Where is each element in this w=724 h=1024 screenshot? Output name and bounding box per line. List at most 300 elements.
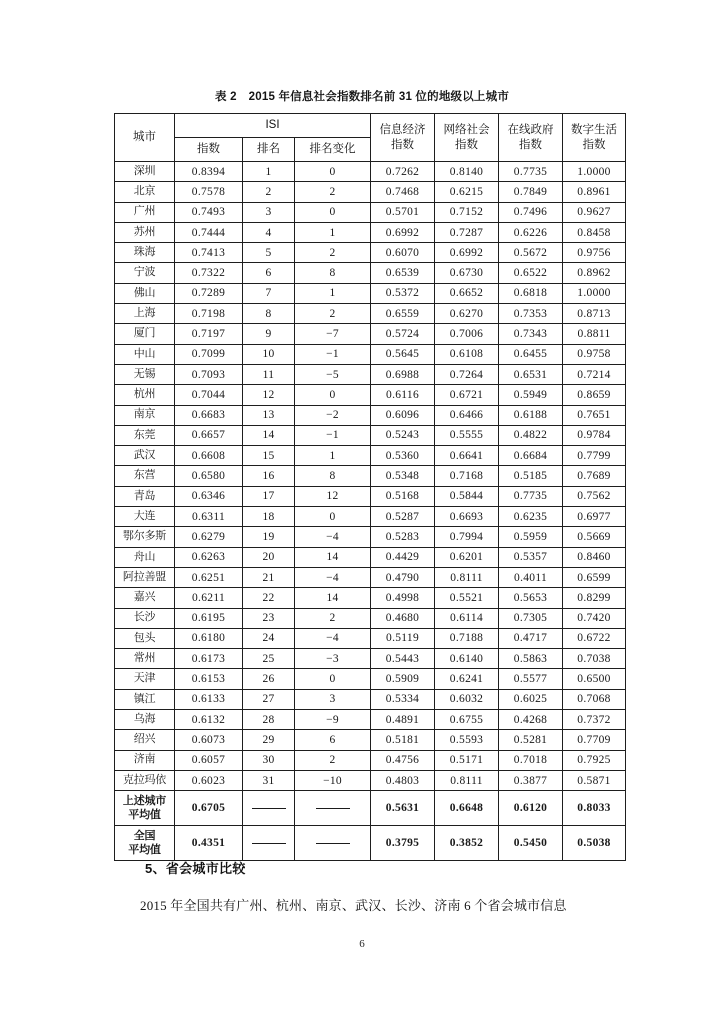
summary-label-line2: 平均值 [128,844,161,857]
cell-digital-life: 0.9758 [563,344,626,364]
cell-isi-rank-change: 2 [295,750,371,770]
table-caption-number: 表 2 [214,91,237,103]
table-row [115,527,626,547]
cell-online-government: 0.7018 [499,750,563,770]
cell-online-government: 0.6684 [499,446,563,466]
cell-city: 长沙 [115,608,175,628]
cell-isi-rank-change: 0 [295,507,371,527]
cell-isi-index: 0.7197 [175,324,243,344]
cell-isi-rank-change: −4 [295,567,371,587]
cell-online-government: 0.7496 [499,202,563,222]
cell-isi-rank-change: −10 [295,770,371,790]
cell-isi-rank: 22 [243,588,295,608]
cell-network-society: 0.6693 [435,507,499,527]
cell-isi-index: 0.8394 [175,162,243,182]
cell-network-society: 0.6755 [435,710,499,730]
column-header-digital-life [563,114,626,162]
cell-isi-index: 0.6153 [175,669,243,689]
cell-isi-index: 0.6608 [175,446,243,466]
cell-isi-index: 0.7493 [175,202,243,222]
cell-network-society: 0.6201 [435,547,499,567]
page-number: 6 [359,938,365,950]
cell-city: 克拉玛依 [115,770,175,790]
cell-online-government: 0.3877 [499,770,563,790]
cell-isi-index: 0.6073 [175,730,243,750]
cell-online-government: 0.5672 [499,243,563,263]
cell-isi-rank-change: 2 [295,182,371,202]
cell-online-government: 0.5185 [499,466,563,486]
cell-summary-digital-life: 0.8033 [563,791,626,826]
cell-digital-life: 0.7038 [563,649,626,669]
summary-label-line1: 上述城市 [122,794,167,807]
table-row [115,324,626,344]
cell-online-government: 0.6226 [499,222,563,242]
cell-network-society: 0.6241 [435,669,499,689]
cell-city: 鄂尔多斯 [115,527,175,547]
cell-info-economy: 0.5360 [371,446,435,466]
cell-isi-rank-change: 8 [295,466,371,486]
cell-city: 阿拉善盟 [115,567,175,587]
cell-network-society: 0.6270 [435,304,499,324]
cell-isi-index: 0.6263 [175,547,243,567]
table-row [115,608,626,628]
cell-online-government: 0.4268 [499,710,563,730]
cell-digital-life: 0.7068 [563,689,626,709]
cell-info-economy: 0.4998 [371,588,435,608]
cell-info-economy: 0.5283 [371,527,435,547]
cell-isi-rank-change: −3 [295,649,371,669]
column-header-online-government [499,114,563,162]
column-header-online-government-line1: 在线政府 [507,124,554,137]
cell-isi-rank: 3 [243,202,295,222]
table-row [115,730,626,750]
cell-network-society: 0.6992 [435,243,499,263]
cell-isi-index: 0.6251 [175,567,243,587]
table-body [115,162,626,861]
table-row [115,486,626,506]
cell-info-economy: 0.6070 [371,243,435,263]
cell-isi-rank-change: 0 [295,162,371,182]
cell-network-society: 0.6466 [435,405,499,425]
cell-network-society: 0.7006 [435,324,499,344]
cell-digital-life: 0.8962 [563,263,626,283]
cell-isi-index: 0.6173 [175,649,243,669]
cell-digital-life: 0.9627 [563,202,626,222]
cell-online-government: 0.6235 [499,507,563,527]
cell-isi-rank: 10 [243,344,295,364]
cell-isi-rank: 17 [243,486,295,506]
cell-info-economy: 0.6116 [371,385,435,405]
cell-isi-rank: 14 [243,425,295,445]
section-heading: 5、省会城市比较 [145,861,246,876]
cell-isi-rank-change: 8 [295,263,371,283]
cell-summary-network-society: 0.3852 [435,826,499,861]
cell-info-economy: 0.5181 [371,730,435,750]
cell-network-society: 0.8111 [435,567,499,587]
cell-digital-life: 0.8299 [563,588,626,608]
cell-city: 乌海 [115,710,175,730]
cell-info-economy: 0.5287 [371,507,435,527]
cell-network-society: 0.7168 [435,466,499,486]
cell-isi-rank: 16 [243,466,295,486]
cell-digital-life: 0.8458 [563,222,626,242]
cell-isi-index: 0.6311 [175,507,243,527]
cell-network-society: 0.7188 [435,628,499,648]
cell-isi-rank-change: 1 [295,283,371,303]
cell-online-government: 0.5577 [499,669,563,689]
cell-isi-rank-change: −1 [295,344,371,364]
cell-info-economy: 0.5168 [371,486,435,506]
cell-digital-life: 0.6722 [563,628,626,648]
cell-city: 东莞 [115,425,175,445]
cell-online-government: 0.5281 [499,730,563,750]
cell-city: 天津 [115,669,175,689]
cell-isi-rank: 19 [243,527,295,547]
table-row [115,425,626,445]
cell-isi-index: 0.6132 [175,710,243,730]
column-header-info-economy-line1: 信息经济 [379,124,426,137]
table-row [115,202,626,222]
cell-isi-rank: 26 [243,669,295,689]
cell-info-economy: 0.5348 [371,466,435,486]
cell-isi-rank-change: 14 [295,588,371,608]
cell-online-government: 0.5863 [499,649,563,669]
cell-info-economy: 0.5334 [371,689,435,709]
table-row [115,466,626,486]
cell-isi-rank-change: −2 [295,405,371,425]
table-row [115,628,626,648]
cell-isi-index: 0.7093 [175,364,243,384]
cell-network-society: 0.7264 [435,364,499,384]
cell-digital-life: 0.5669 [563,527,626,547]
cell-digital-life: 0.6500 [563,669,626,689]
cell-info-economy: 0.5443 [371,649,435,669]
cell-city: 包头 [115,628,175,648]
cell-digital-life: 0.8460 [563,547,626,567]
cell-summary-label [115,826,175,861]
column-header-network-society-line2: 指数 [455,138,479,151]
cell-network-society: 0.7152 [435,202,499,222]
cell-digital-life: 0.7651 [563,405,626,425]
cell-info-economy: 0.6559 [371,304,435,324]
cell-network-society: 0.5171 [435,750,499,770]
cell-digital-life: 0.8713 [563,304,626,324]
cell-isi-rank-change: 12 [295,486,371,506]
cell-isi-index: 0.7044 [175,385,243,405]
cell-summary-isi-rank-change-placeholder [295,826,371,861]
cell-isi-rank: 23 [243,608,295,628]
cell-isi-index: 0.7322 [175,263,243,283]
column-header-digital-life-line2: 指数 [582,138,606,151]
table-summary-row [115,791,626,826]
cell-network-society: 0.7287 [435,222,499,242]
cell-city: 宁波 [115,263,175,283]
cell-online-government: 0.5357 [499,547,563,567]
cell-isi-index: 0.7099 [175,344,243,364]
cell-isi-rank: 2 [243,182,295,202]
cell-city: 北京 [115,182,175,202]
cell-network-society: 0.6652 [435,283,499,303]
cell-isi-index: 0.6346 [175,486,243,506]
cell-city: 珠海 [115,243,175,263]
cell-summary-digital-life: 0.5038 [563,826,626,861]
cell-summary-online-government: 0.6120 [499,791,563,826]
cell-digital-life: 0.8811 [563,324,626,344]
table-row [115,649,626,669]
cell-info-economy: 0.6988 [371,364,435,384]
em-dash-placeholder-icon [252,808,286,809]
cell-city: 厦门 [115,324,175,344]
cell-isi-rank-change: 1 [295,446,371,466]
cell-isi-rank-change: 14 [295,547,371,567]
cell-info-economy: 0.7262 [371,162,435,182]
cell-city: 青岛 [115,486,175,506]
table-header-row-top [115,114,626,138]
cell-isi-rank-change: 1 [295,222,371,242]
cell-city: 嘉兴 [115,588,175,608]
cell-isi-rank: 11 [243,364,295,384]
cell-isi-rank-change: −5 [295,364,371,384]
cell-digital-life: 0.7925 [563,750,626,770]
table-row [115,182,626,202]
cell-digital-life: 0.5871 [563,770,626,790]
cell-info-economy: 0.4790 [371,567,435,587]
cell-info-economy: 0.4891 [371,710,435,730]
table-row [115,283,626,303]
cell-info-economy: 0.4756 [371,750,435,770]
table-row [115,405,626,425]
cell-info-economy: 0.4803 [371,770,435,790]
cell-isi-rank: 1 [243,162,295,182]
cell-info-economy: 0.5701 [371,202,435,222]
column-header-network-society [435,114,499,162]
cell-digital-life: 0.8961 [563,182,626,202]
cell-isi-rank: 6 [243,263,295,283]
cell-info-economy: 0.5645 [371,344,435,364]
cell-network-society: 0.6215 [435,182,499,202]
cell-isi-rank-change: 2 [295,243,371,263]
cell-isi-rank: 13 [243,405,295,425]
cell-online-government: 0.4011 [499,567,563,587]
cell-network-society: 0.6140 [435,649,499,669]
cell-digital-life: 0.7689 [563,466,626,486]
column-header-digital-life-line1: 数字生活 [571,124,618,137]
cell-summary-isi-rank-placeholder [243,791,295,826]
cell-digital-life: 0.7709 [563,730,626,750]
cell-isi-rank-change: 0 [295,385,371,405]
cell-isi-rank: 15 [243,446,295,466]
cell-isi-index: 0.7198 [175,304,243,324]
table-row [115,304,626,324]
cell-isi-rank-change: 2 [295,608,371,628]
cell-info-economy: 0.5909 [371,669,435,689]
table-header [115,114,626,162]
cell-isi-index: 0.6657 [175,425,243,445]
isi-ranking-table [114,113,626,861]
cell-isi-rank: 30 [243,750,295,770]
cell-isi-index: 0.6279 [175,527,243,547]
cell-network-society: 0.6108 [435,344,499,364]
cell-isi-rank: 28 [243,710,295,730]
table-row [115,770,626,790]
table-row [115,567,626,587]
cell-isi-rank-change: −4 [295,527,371,547]
em-dash-placeholder-icon [316,843,350,844]
cell-online-government: 0.5949 [499,385,563,405]
cell-isi-index: 0.7289 [175,283,243,303]
cell-digital-life: 0.7562 [563,486,626,506]
cell-city: 常州 [115,649,175,669]
cell-info-economy: 0.4429 [371,547,435,567]
section-paragraph: 2015 年全国共有广州、杭州、南京、武汉、长沙、济南 6 个省会城市信息 [140,898,567,913]
cell-isi-index: 0.7444 [175,222,243,242]
table-row [115,162,626,182]
cell-city: 大连 [115,507,175,527]
cell-city: 南京 [115,405,175,425]
table-row [115,669,626,689]
cell-city: 深圳 [115,162,175,182]
cell-digital-life: 0.7372 [563,710,626,730]
cell-digital-life: 0.7799 [563,446,626,466]
cell-isi-rank: 27 [243,689,295,709]
cell-network-society: 0.6032 [435,689,499,709]
cell-isi-rank-change: −1 [295,425,371,445]
cell-info-economy: 0.5243 [371,425,435,445]
column-header-info-economy-line2: 指数 [391,138,415,151]
cell-city: 佛山 [115,283,175,303]
cell-network-society: 0.6730 [435,263,499,283]
cell-city: 杭州 [115,385,175,405]
cell-city: 武汉 [115,446,175,466]
cell-isi-rank: 4 [243,222,295,242]
cell-online-government: 0.7343 [499,324,563,344]
cell-city: 绍兴 [115,730,175,750]
cell-network-society: 0.6721 [435,385,499,405]
cell-isi-rank-change: 2 [295,304,371,324]
cell-online-government: 0.6188 [499,405,563,425]
cell-isi-rank: 24 [243,628,295,648]
cell-isi-rank-change: 6 [295,730,371,750]
cell-isi-rank: 25 [243,649,295,669]
summary-label-line2: 平均值 [128,809,161,822]
cell-online-government: 0.5959 [499,527,563,547]
cell-online-government: 0.4717 [499,628,563,648]
cell-digital-life: 1.0000 [563,283,626,303]
cell-online-government: 0.7305 [499,608,563,628]
summary-label-line1: 全国 [133,829,156,842]
cell-digital-life: 0.9784 [563,425,626,445]
cell-online-government: 0.7735 [499,486,563,506]
cell-info-economy: 0.4680 [371,608,435,628]
cell-city: 广州 [115,202,175,222]
cell-isi-rank: 21 [243,567,295,587]
cell-isi-rank: 18 [243,507,295,527]
cell-isi-index: 0.6683 [175,405,243,425]
cell-isi-rank: 31 [243,770,295,790]
cell-network-society: 0.5593 [435,730,499,750]
cell-city: 上海 [115,304,175,324]
cell-network-society: 0.6641 [435,446,499,466]
cell-isi-rank-change: 3 [295,689,371,709]
cell-network-society: 0.8111 [435,770,499,790]
cell-isi-rank: 8 [243,304,295,324]
cell-info-economy: 0.6096 [371,405,435,425]
em-dash-placeholder-icon [316,808,350,809]
table-row [115,263,626,283]
table-row [115,222,626,242]
cell-city: 舟山 [115,547,175,567]
cell-network-society: 0.5555 [435,425,499,445]
cell-isi-rank-change: −9 [295,710,371,730]
cell-network-society: 0.5521 [435,588,499,608]
cell-summary-info-economy: 0.3795 [371,826,435,861]
column-header-isi-rank-change: 排名变化 [295,138,371,162]
column-header-isi-rank: 排名 [243,138,295,162]
cell-digital-life: 0.6977 [563,507,626,527]
cell-isi-rank: 20 [243,547,295,567]
column-header-network-society-line1: 网络社会 [443,124,490,137]
cell-digital-life: 0.8659 [563,385,626,405]
table-caption [0,88,724,104]
cell-city: 无锡 [115,364,175,384]
cell-online-government: 0.6531 [499,364,563,384]
cell-isi-rank: 5 [243,243,295,263]
cell-isi-index: 0.6133 [175,689,243,709]
cell-online-government: 0.7735 [499,162,563,182]
table-row [115,364,626,384]
cell-isi-rank: 12 [243,385,295,405]
table-row [115,446,626,466]
cell-isi-index: 0.6180 [175,628,243,648]
cell-isi-rank-change: −7 [295,324,371,344]
cell-digital-life: 0.6599 [563,567,626,587]
table-row [115,385,626,405]
cell-network-society: 0.5844 [435,486,499,506]
cell-summary-info-economy: 0.5631 [371,791,435,826]
cell-isi-rank-change: 0 [295,202,371,222]
column-header-info-economy [371,114,435,162]
cell-digital-life: 0.7214 [563,364,626,384]
table-caption-title: 2015 年信息社会指数排名前 31 位的地级以上城市 [248,91,510,103]
cell-summary-label [115,791,175,826]
cell-online-government: 0.6025 [499,689,563,709]
cell-isi-rank: 9 [243,324,295,344]
cell-info-economy: 0.6539 [371,263,435,283]
cell-online-government: 0.6455 [499,344,563,364]
table-row [115,547,626,567]
column-header-online-government-line2: 指数 [519,138,543,151]
table-row [115,243,626,263]
cell-summary-network-society: 0.6648 [435,791,499,826]
cell-isi-rank: 7 [243,283,295,303]
column-header-isi-group: ISI [175,114,371,138]
cell-isi-index: 0.7578 [175,182,243,202]
cell-isi-index: 0.6195 [175,608,243,628]
cell-digital-life: 0.9756 [563,243,626,263]
cell-city: 东营 [115,466,175,486]
cell-online-government: 0.7353 [499,304,563,324]
cell-isi-index: 0.6057 [175,750,243,770]
cell-info-economy: 0.6992 [371,222,435,242]
cell-info-economy: 0.5119 [371,628,435,648]
cell-summary-isi-index: 0.4351 [175,826,243,861]
cell-online-government: 0.4822 [499,425,563,445]
cell-isi-index: 0.7413 [175,243,243,263]
column-header-city: 城市 [115,114,175,162]
cell-info-economy: 0.5724 [371,324,435,344]
cell-isi-index: 0.6580 [175,466,243,486]
cell-network-society: 0.7994 [435,527,499,547]
